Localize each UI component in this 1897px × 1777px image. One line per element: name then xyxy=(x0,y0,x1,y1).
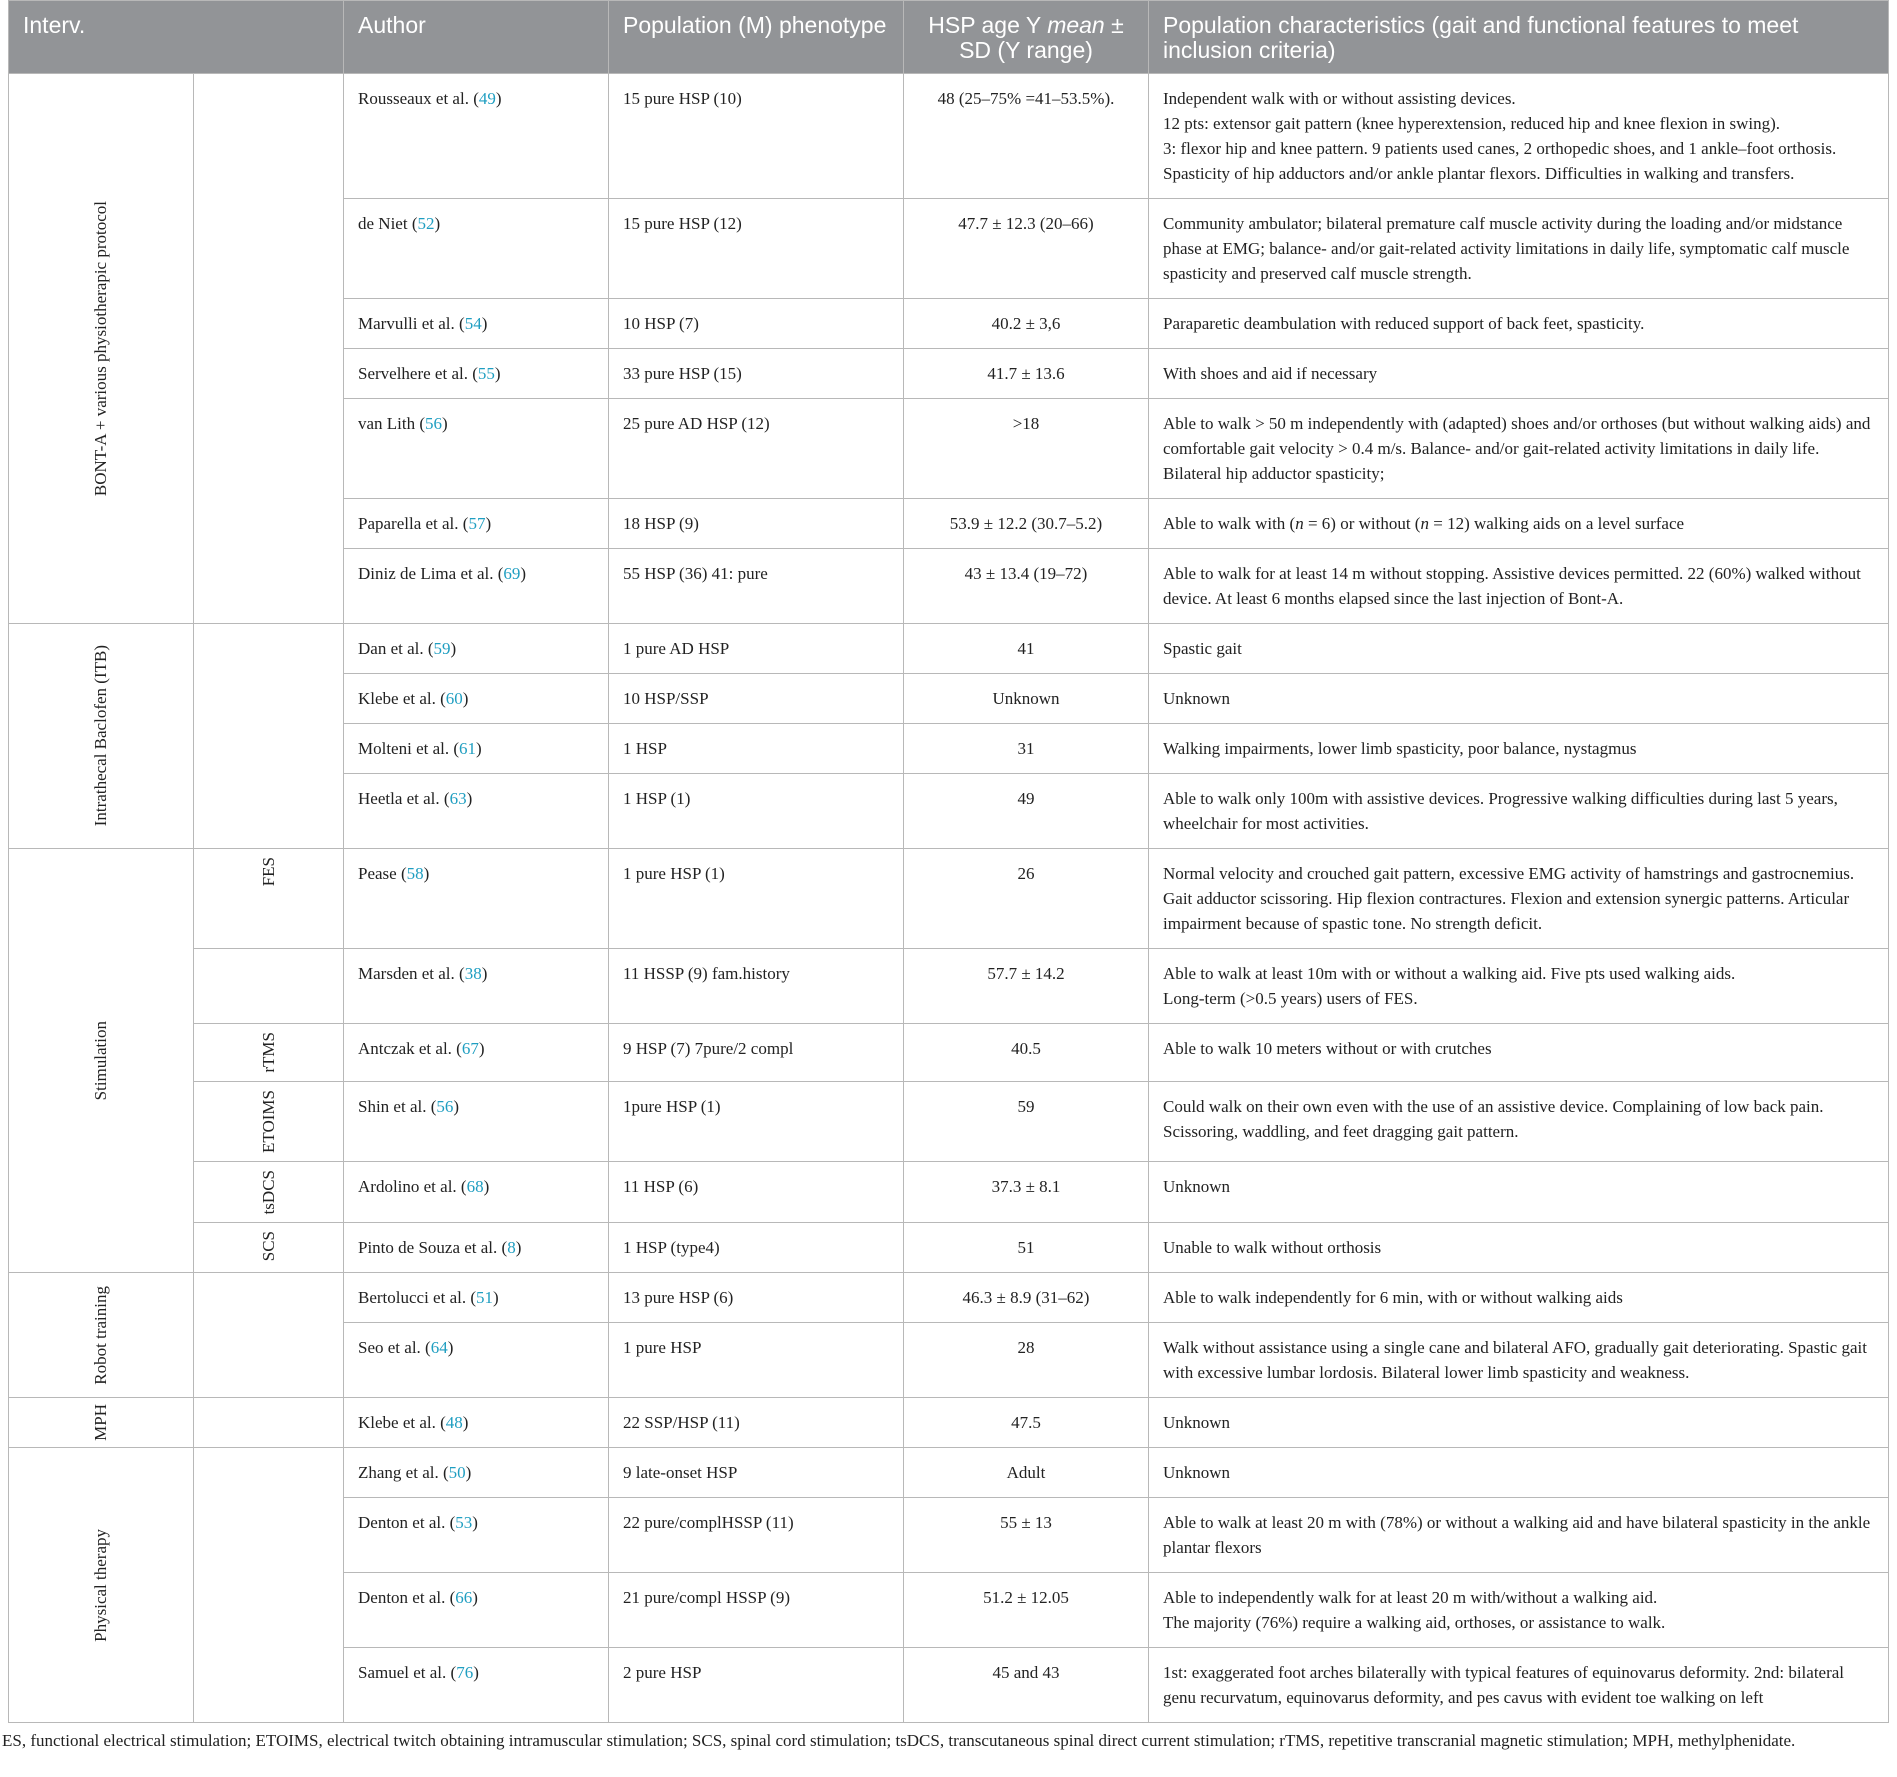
subgroup-empty xyxy=(194,624,344,849)
subgroup-empty xyxy=(194,1448,344,1723)
age-cell: Unknown xyxy=(904,674,1149,724)
table-row xyxy=(9,1398,1889,1448)
population-cell: 13 pure HSP (6) xyxy=(609,1273,904,1323)
group-label-physical-therapy: Physical therapy xyxy=(9,1448,194,1723)
population-cell: 10 HSP/SSP xyxy=(609,674,904,724)
age-cell: 51.2 ± 12.05 xyxy=(904,1573,1149,1648)
characteristics-cell: Able to walk with (n = 6) or without (n = 12) walking aids on a level surface xyxy=(1149,499,1889,549)
author-cell: Servelhere et al. (55) xyxy=(344,349,609,399)
reference-link[interactable]: 53 xyxy=(455,1513,473,1533)
subgroup-empty xyxy=(194,74,344,624)
author-cell: Denton et al. (53) xyxy=(344,1498,609,1573)
reference-link[interactable]: 49 xyxy=(478,89,496,108)
subgroup-label-scs: SCS xyxy=(194,1223,344,1273)
characteristics-cell: Unable to walk without orthosis xyxy=(1149,1223,1889,1273)
author-cell: Bertolucci et al. (51) xyxy=(344,1273,609,1323)
population-cell: 15 pure HSP (12) xyxy=(609,199,904,299)
reference-link[interactable]: 60 xyxy=(445,689,463,708)
table-footnote: ES, functional electrical stimulation; ETOIMS, electrical twitch obtaining intramuscular stimulation; SCS, spinal cord stimulation; tsDCS, transcutaneous spinal direct current stimulation; rTMS, repetitive transcranial magnetic stimulation; MPH, methylphenidate. xyxy=(2,1731,1796,1751)
characteristics-cell: Independent walk with or without assisting devices. 12 pts: extensor gait pattern (knee hyperextension, reduced hip and knee flexion in swing). 3: flexor hip and knee pattern. 9 patients used canes, 2 orthopedic shoes, and 1 ankle–foot orthosis. Spasticity of hip adductors and/or ankle plantar flexors. Difficulties in walking and transfers. xyxy=(1149,74,1889,199)
characteristics-cell: Unknown xyxy=(1149,1161,1889,1222)
characteristics-cell: Able to walk independently for 6 min, with or without walking aids xyxy=(1149,1273,1889,1323)
characteristics-cell: Able to walk 10 meters without or with crutches xyxy=(1149,1024,1889,1082)
table-row xyxy=(9,1273,1889,1323)
author-cell: Diniz de Lima et al. (69) xyxy=(344,549,609,624)
reference-link[interactable]: 8 xyxy=(507,1238,516,1258)
subgroup-label-fes: FES xyxy=(194,849,344,949)
reference-link[interactable]: 38 xyxy=(464,964,482,983)
author-cell: Antczak et al. (67) xyxy=(344,1024,609,1082)
population-cell: 2 pure HSP xyxy=(609,1648,904,1723)
reference-link[interactable]: 55 xyxy=(477,364,495,383)
author-cell: Denton et al. (66) xyxy=(344,1573,609,1648)
subgroup-empty xyxy=(194,949,344,1024)
characteristics-cell: With shoes and aid if necessary xyxy=(1149,349,1889,399)
characteristics-cell: Walk without assistance using a single cane and bilateral AFO, gradually gait deteriorating. Spastic gait with excessive lumbar lordosis. Bilateral lower limb spasticity and weakness. xyxy=(1149,1323,1889,1398)
age-cell: 43 ± 13.4 (19–72) xyxy=(904,549,1149,624)
reference-link[interactable]: 51 xyxy=(476,1288,494,1308)
age-cell: 26 xyxy=(904,849,1149,949)
author-cell: Samuel et al. (76) xyxy=(344,1648,609,1723)
author-cell: Paparella et al. (57) xyxy=(344,499,609,549)
age-cell: 55 ± 13 xyxy=(904,1498,1149,1573)
reference-link[interactable]: 59 xyxy=(433,639,451,658)
reference-link[interactable]: 64 xyxy=(430,1338,448,1358)
author-cell: Seo et al. (64) xyxy=(344,1323,609,1398)
age-cell: 51 xyxy=(904,1223,1149,1273)
header-author: Author xyxy=(344,1,609,74)
population-cell: 55 HSP (36) 41: pure xyxy=(609,549,904,624)
population-cell: 9 HSP (7) 7pure/2 compl xyxy=(609,1024,904,1082)
table-row xyxy=(9,1081,1889,1161)
age-cell: 59 xyxy=(904,1081,1149,1161)
author-cell: Klebe et al. (48) xyxy=(344,1398,609,1448)
reference-link[interactable]: 61 xyxy=(459,739,477,758)
reference-link[interactable]: 66 xyxy=(455,1588,473,1608)
population-cell: 1 pure HSP (1) xyxy=(609,849,904,949)
subgroup-label-rtms: rTMS xyxy=(194,1024,344,1082)
author-cell: Marsden et al. (38) xyxy=(344,949,609,1024)
characteristics-cell: Paraparetic deambulation with reduced support of back feet, spasticity. xyxy=(1149,299,1889,349)
reference-link[interactable]: 56 xyxy=(436,1096,454,1116)
age-cell: 28 xyxy=(904,1323,1149,1398)
reference-link[interactable]: 54 xyxy=(464,314,482,333)
author-cell: Ardolino et al. (68) xyxy=(344,1161,609,1222)
age-cell: 48 (25–75% =41–53.5%). xyxy=(904,74,1149,199)
characteristics-cell: Able to walk at least 10m with or without a walking aid. Five pts used walking aids. Long-term (>0.5 years) users of FES. xyxy=(1149,949,1889,1024)
reference-link[interactable]: 63 xyxy=(449,789,467,808)
age-cell: 41.7 ± 13.6 xyxy=(904,349,1149,399)
age-cell: 40.5 xyxy=(904,1024,1149,1082)
population-cell: 15 pure HSP (10) xyxy=(609,74,904,199)
characteristics-cell: Unknown xyxy=(1149,1448,1889,1498)
table-row xyxy=(9,74,1889,199)
characteristics-cell: Able to independently walk for at least 20 m with/without a walking aid. The majority (76%) require a walking aid, orthoses, or assistance to walk. xyxy=(1149,1573,1889,1648)
header-interv: Interv. xyxy=(9,1,344,74)
table-row xyxy=(9,949,1889,1024)
author-cell: Rousseaux et al. (49) xyxy=(344,74,609,199)
author-cell: Marvulli et al. (54) xyxy=(344,299,609,349)
characteristics-cell: Able to walk only 100m with assistive devices. Progressive walking difficulties during last 5 years, wheelchair for most activities. xyxy=(1149,774,1889,849)
group-label-itb: Intrathecal Baclofen (ITB) xyxy=(9,624,194,849)
header-age: HSP age Y mean ± SD (Y range) xyxy=(904,1,1149,74)
author-cell: Shin et al. (56) xyxy=(344,1081,609,1161)
reference-link[interactable]: 58 xyxy=(406,864,424,883)
reference-link[interactable]: 57 xyxy=(468,514,486,533)
age-cell: >18 xyxy=(904,399,1149,499)
population-cell: 22 SSP/HSP (11) xyxy=(609,1398,904,1448)
table-row xyxy=(9,1448,1889,1498)
population-cell: 11 HSP (6) xyxy=(609,1161,904,1222)
characteristics-cell: Could walk on their own even with the use of an assistive device. Complaining of low back pain. Scissoring, waddling, and feet dragging gait pattern. xyxy=(1149,1081,1889,1161)
population-cell: 1 HSP (1) xyxy=(609,774,904,849)
author-cell: Molteni et al. (61) xyxy=(344,724,609,774)
table-row xyxy=(9,1161,1889,1222)
age-cell: 47.7 ± 12.3 (20–66) xyxy=(904,199,1149,299)
group-label-stimulation: Stimulation xyxy=(9,849,194,1273)
age-cell: 49 xyxy=(904,774,1149,849)
header-characteristics: Population characteristics (gait and functional features to meet inclusion criteria) xyxy=(1149,1,1889,74)
population-cell: 1 pure HSP xyxy=(609,1323,904,1398)
reference-link[interactable]: 68 xyxy=(466,1176,484,1196)
header-row xyxy=(9,1,1889,74)
age-cell: 40.2 ± 3,6 xyxy=(904,299,1149,349)
author-cell: Klebe et al. (60) xyxy=(344,674,609,724)
group-label-botox: BONT-A + various physiotherapic protocol xyxy=(9,74,194,624)
characteristics-cell: Unknown xyxy=(1149,674,1889,724)
author-cell: Pinto de Souza et al. (8) xyxy=(344,1223,609,1273)
population-cell: 33 pure HSP (15) xyxy=(609,349,904,399)
author-cell: de Niet (52) xyxy=(344,199,609,299)
age-cell: 37.3 ± 8.1 xyxy=(904,1161,1149,1222)
header-population: Population (M) phenotype xyxy=(609,1,904,74)
author-cell: van Lith (56) xyxy=(344,399,609,499)
population-cell: 1pure HSP (1) xyxy=(609,1081,904,1161)
reference-link[interactable]: 50 xyxy=(448,1463,466,1483)
author-cell: Pease (58) xyxy=(344,849,609,949)
age-cell: 41 xyxy=(904,624,1149,674)
author-cell: Zhang et al. (50) xyxy=(344,1448,609,1498)
characteristics-cell: Community ambulator; bilateral premature calf muscle activity during the loading and/or midstance phase at EMG; balance- and/or gait-related activity limitations in daily life, symptomatic calf muscle spasticity and preserved calf muscle strength. xyxy=(1149,199,1889,299)
author-cell: Heetla et al. (63) xyxy=(344,774,609,849)
population-cell: 18 HSP (9) xyxy=(609,499,904,549)
population-cell: 25 pure AD HSP (12) xyxy=(609,399,904,499)
population-cell: 22 pure/complHSSP (11) xyxy=(609,1498,904,1573)
population-cell: 1 HSP xyxy=(609,724,904,774)
table-row xyxy=(9,1024,1889,1082)
characteristics-cell: Spastic gait xyxy=(1149,624,1889,674)
population-cell: 21 pure/compl HSSP (9) xyxy=(609,1573,904,1648)
reference-link[interactable]: 69 xyxy=(503,564,521,583)
subgroup-label-tsdcs: tsDCS xyxy=(194,1161,344,1222)
table-row xyxy=(9,1223,1889,1273)
age-cell: Adult xyxy=(904,1448,1149,1498)
group-label-mph: MPH xyxy=(9,1398,194,1448)
age-cell: 45 and 43 xyxy=(904,1648,1149,1723)
characteristics-cell: Able to walk > 50 m independently with (adapted) shoes and/or orthoses (but without walking aids) and comfortable gait velocity > 0.4 m/s. Balance- and/or gait-related activity limitations in daily life. Bilateral hip adductor spasticity; xyxy=(1149,399,1889,499)
group-label-robot: Robot training xyxy=(9,1273,194,1398)
reference-link[interactable]: 52 xyxy=(417,214,435,233)
table-row xyxy=(9,849,1889,949)
reference-link[interactable]: 56 xyxy=(425,414,443,433)
reference-link[interactable]: 67 xyxy=(461,1039,479,1058)
characteristics-cell: Able to walk for at least 14 m without stopping. Assistive devices permitted. 22 (60%) walked without device. At least 6 months elapsed since the last injection of Bont-A. xyxy=(1149,549,1889,624)
characteristics-cell: 1st: exaggerated foot arches bilaterally with typical features of equinovarus deformity. 2nd: bilateral genu recurvatum, equinovarus deformity, and pes cavus with evident toe walking on left xyxy=(1149,1648,1889,1723)
reference-link[interactable]: 76 xyxy=(456,1663,474,1683)
population-cell: 1 HSP (type4) xyxy=(609,1223,904,1273)
age-cell: 46.3 ± 8.9 (31–62) xyxy=(904,1273,1149,1323)
age-cell: 57.7 ± 14.2 xyxy=(904,949,1149,1024)
subgroup-label-etoims: ETOIMS xyxy=(194,1081,344,1161)
characteristics-cell: Able to walk at least 20 m with (78%) or without a walking aid and have bilateral spasticity in the ankle plantar flexors xyxy=(1149,1498,1889,1573)
subgroup-empty xyxy=(194,1273,344,1398)
characteristics-cell: Unknown xyxy=(1149,1398,1889,1448)
population-cell: 1 pure AD HSP xyxy=(609,624,904,674)
table-row xyxy=(9,624,1889,674)
age-cell: 31 xyxy=(904,724,1149,774)
age-cell: 53.9 ± 12.2 (30.7–5.2) xyxy=(904,499,1149,549)
population-cell: 11 HSSP (9) fam.history xyxy=(609,949,904,1024)
data-table xyxy=(8,0,1889,1723)
reference-link[interactable]: 48 xyxy=(445,1413,463,1433)
characteristics-cell: Walking impairments, lower limb spasticity, poor balance, nystagmus xyxy=(1149,724,1889,774)
age-cell: 47.5 xyxy=(904,1398,1149,1448)
subgroup-empty xyxy=(194,1398,344,1448)
population-cell: 9 late-onset HSP xyxy=(609,1448,904,1498)
characteristics-cell: Normal velocity and crouched gait pattern, excessive EMG activity of hamstrings and gastrocnemius. Gait adductor scissoring. Hip flexion contractures. Flexion and extension synergic patterns. Articular impairment because of spastic tone. No strength deficit. xyxy=(1149,849,1889,949)
author-cell: Dan et al. (59) xyxy=(344,624,609,674)
population-cell: 10 HSP (7) xyxy=(609,299,904,349)
